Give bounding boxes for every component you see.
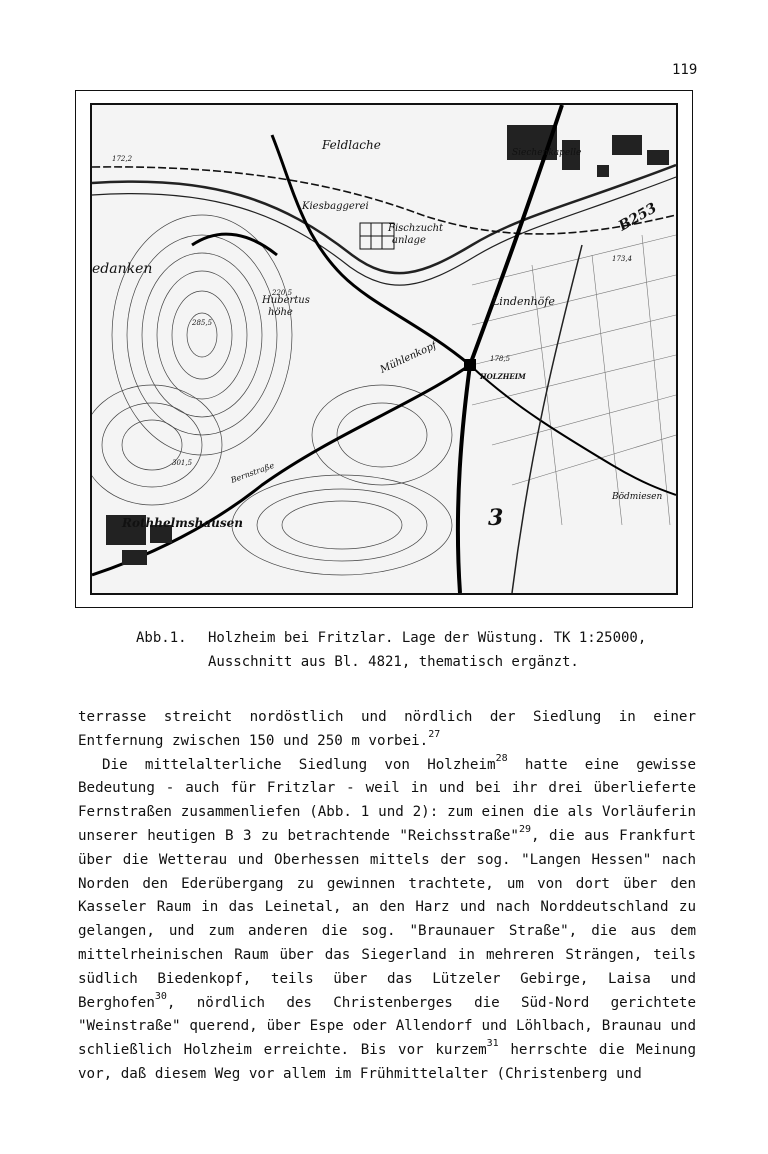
label-muhlenkopf: Mühlenkopf	[378, 340, 439, 376]
footnote-ref-27[interactable]: 27	[428, 729, 441, 741]
label-anlage: anlage	[392, 235, 426, 246]
caption-text-2: Ausschnitt aus Bl. 4821, thematisch ergänzt.	[208, 654, 579, 670]
label-h2205: 220,5	[272, 289, 293, 297]
body-text	[78, 706, 696, 1087]
river-bank	[92, 177, 676, 285]
caption-label: Abb.1.	[136, 630, 187, 646]
road-east	[470, 365, 676, 495]
label-feldlache: Feldlache	[322, 138, 381, 152]
p2-text-a: Die mittelalterliche Siedlung von Holzheim	[102, 756, 496, 773]
footnote-ref-28[interactable]: 28	[495, 752, 508, 764]
label-b253: B253	[616, 200, 660, 235]
railway	[92, 167, 676, 234]
figure-frame	[75, 90, 693, 608]
label-bodmiesen: Bödmiesen	[612, 492, 663, 502]
p2-text-e: herrschte die Meinung vor, daß diesem Weg vor allem im Frühmittelalter (Christenberg und	[78, 1042, 696, 1082]
label-h2855: 285,5	[192, 319, 213, 327]
topographic-map	[90, 103, 678, 595]
label-h1722: 172,2	[112, 155, 133, 163]
caption-line-1	[136, 626, 646, 650]
label-lindenhofe: Lindenhöfe	[492, 295, 555, 308]
label-hohe: höhe	[268, 307, 293, 318]
label-bernstrasse: Bernstraße	[229, 460, 276, 485]
footnote-ref-30[interactable]: 30	[154, 990, 167, 1002]
historic-road-south	[458, 365, 470, 593]
label-h1734: 173,4	[612, 255, 633, 263]
label-fischzucht: Fischzucht	[388, 223, 444, 234]
label-h1785: 178,5	[490, 355, 511, 363]
label-kiesbaggerei: Kiesbaggerei	[302, 201, 369, 212]
caption-text-1: Holzheim bei Fritzlar. Lage der Wüstung. TK 1:25000,	[208, 630, 647, 646]
figure-caption	[136, 626, 646, 674]
paragraph-2	[78, 754, 696, 1087]
label-edanken: edanken	[92, 261, 153, 277]
map-drawing	[92, 105, 676, 593]
label-rothhelmshausen: Rothhelmshausen	[122, 516, 243, 530]
footnote-ref-29[interactable]: 29	[518, 824, 532, 836]
p1-text: terrasse streicht nordöstlich und nördlich der Siedlung in einer Entfernung zwischen 150 und 250 m vorbei.	[78, 709, 696, 749]
p2-text-b: hatte eine gewisse Bedeutung - auch für Fritzlar - weil in und bei ihr drei überlieferte Fernstraßen zusammenliefen (Abb. 1 und 2): zum einen die als Vorläuferin unserer heutigen B 3 zu betrachtende "Reichsstraße"	[78, 756, 697, 844]
p2-text-d: , nördlich des Christenberges die Süd-Nord gerichtete "Weinstraße" querend, über Espe oder Allendorf und Löhlbach, Braunau und schließlich Holzheim erreichte. Bis vor kurzem	[78, 994, 696, 1059]
historic-road-northwest	[272, 135, 470, 365]
footnote-ref-31[interactable]: 31	[486, 1038, 499, 1050]
paragraph-1	[78, 706, 696, 754]
label-hubertus: Hubertus	[262, 295, 310, 306]
label-siechenkapelle: Siechenkapelle	[512, 148, 582, 158]
label-h3015: 301,5	[172, 459, 193, 467]
p2-text-c: , die aus Frankfurt über die Wetterau und Oberhessen mittels der sog. "Langen Hessen" nach Norden den Ederübergang zu gewinnen trachtete, um von dort über den Kasseler Raum in das Leinetal, an den Harz und nach Norddeutschland zu gelangen, und zum anderen die sog. "Braunauer Straße", die aus dem mittelrheinischen Raum über das Siegerland in mehreren Strängen, teils südlich Biedenkopf, teils über das Lützeler Gebirge, Laisa und Berghofen	[78, 827, 696, 1011]
holzheim-marker	[464, 359, 476, 371]
label-route-3: 3	[488, 505, 504, 531]
label-holzheim: HOLZHEIM	[480, 372, 526, 381]
page-number: 119	[672, 62, 698, 78]
